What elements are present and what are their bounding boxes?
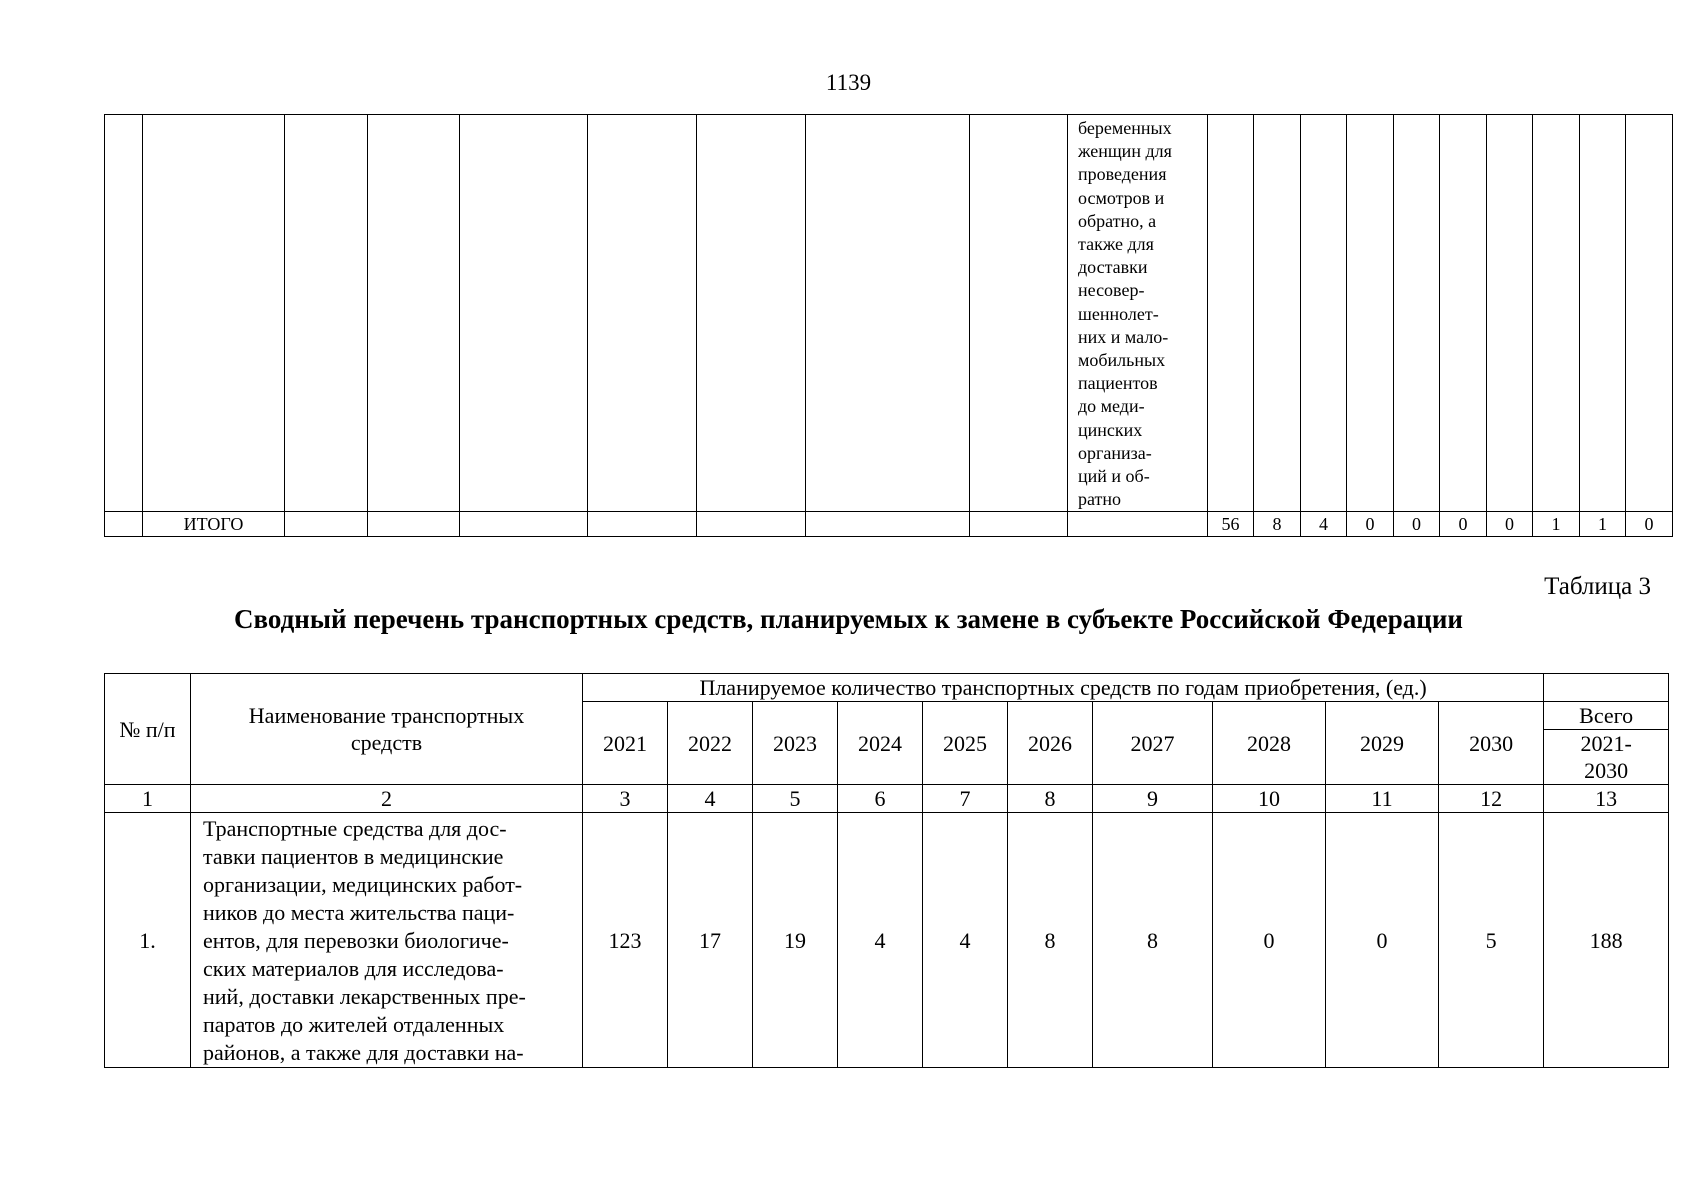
empty-cell: [806, 512, 970, 537]
row-value: 4: [923, 813, 1008, 1068]
row-value: 0: [1326, 813, 1439, 1068]
description-line: цинских: [1078, 419, 1143, 440]
table-label: Таблица 3: [1544, 573, 1651, 600]
total-value: 0: [1347, 512, 1394, 537]
total-value: 1: [1533, 512, 1580, 537]
header-row: [105, 674, 1669, 702]
empty-cell: [368, 115, 460, 512]
empty-cell: [285, 512, 368, 537]
description-line: обратно, а: [1078, 210, 1157, 231]
description-line: беременных: [1078, 118, 1172, 138]
empty-cell: [697, 512, 806, 537]
empty-cell: [1254, 115, 1301, 512]
description-line: них и мало-: [1078, 326, 1169, 347]
empty-cell: [588, 115, 697, 512]
description-line: осмотров и: [1078, 187, 1165, 208]
header-year: 2025: [923, 702, 1008, 785]
header-name: Наименование транспортных средств: [191, 674, 583, 785]
total-value: 1: [1580, 512, 1626, 537]
row-value: 5: [1439, 813, 1544, 1068]
column-number: 4: [668, 785, 753, 813]
row-name-line: организации, медицинских работ-: [203, 872, 523, 897]
empty-cell: [1301, 115, 1347, 512]
description-line: доставки: [1078, 257, 1148, 278]
header-year: 2022: [668, 702, 753, 785]
continuation-table: [104, 114, 1673, 537]
empty-cell: [970, 115, 1068, 512]
row-name-line: ских материалов для исследова-: [203, 956, 504, 981]
empty-cell: [1068, 512, 1208, 537]
row-value: 0: [1213, 813, 1326, 1068]
header-year: 2021: [583, 702, 668, 785]
continuation-row: [105, 115, 1673, 512]
summary-table: [104, 673, 1669, 1068]
total-value: 0: [1487, 512, 1533, 537]
empty-cell: [460, 115, 588, 512]
header-total-top: Всего: [1544, 702, 1669, 730]
header-year: 2024: [838, 702, 923, 785]
description-line: проведения: [1078, 164, 1167, 185]
column-number: 12: [1439, 785, 1544, 813]
row-name-line: тавки пациентов в медицинские: [203, 844, 504, 869]
column-number: 1: [105, 785, 191, 813]
table-row: [105, 813, 1669, 1068]
total-value: 0: [1626, 512, 1673, 537]
empty-cell: [1394, 115, 1440, 512]
empty-cell: [1440, 115, 1487, 512]
total-label: ИТОГО: [143, 512, 285, 537]
header-empty: [1544, 674, 1669, 702]
row-name-line: районов, а также для доставки на-: [203, 1040, 524, 1065]
total-value: 0: [1440, 512, 1487, 537]
empty-cell: [970, 512, 1068, 537]
row-value: 17: [668, 813, 753, 1068]
column-number: 6: [838, 785, 923, 813]
total-row: [105, 512, 1673, 537]
row-total: 188: [1544, 813, 1669, 1068]
empty-cell: [1208, 115, 1254, 512]
description-line: женщин для: [1078, 141, 1172, 162]
column-number: 5: [753, 785, 838, 813]
header-total-range: 2021-2030: [1544, 730, 1669, 785]
header-num: № п/п: [105, 674, 191, 785]
empty-cell: [105, 512, 143, 537]
column-number: 13: [1544, 785, 1669, 813]
description-cell: [1068, 115, 1208, 512]
header-year: 2026: [1008, 702, 1093, 785]
table-title: Сводный перечень транспортных средств, планируемых к замене в субъекте Российской Федерации: [234, 604, 1463, 634]
empty-cell: [697, 115, 806, 512]
total-value: 56: [1208, 512, 1254, 537]
description-line: организа-: [1078, 442, 1152, 463]
description-line: ций и об-: [1078, 466, 1150, 487]
description-line: ратно: [1078, 489, 1122, 510]
header-year: 2027: [1093, 702, 1213, 785]
row-num: 1.: [105, 813, 191, 1068]
column-number: 3: [583, 785, 668, 813]
empty-cell: [460, 512, 588, 537]
empty-cell: [588, 512, 697, 537]
row-value: 123: [583, 813, 668, 1068]
empty-cell: [1626, 115, 1673, 512]
column-number: 7: [923, 785, 1008, 813]
column-number: 2: [191, 785, 583, 813]
header-year: 2023: [753, 702, 838, 785]
row-value: 4: [838, 813, 923, 1068]
column-number: 8: [1008, 785, 1093, 813]
row-value: 8: [1093, 813, 1213, 1068]
header-year: 2028: [1213, 702, 1326, 785]
row-name-line: паратов до жителей отдаленных: [203, 1012, 505, 1037]
row-value: 8: [1008, 813, 1093, 1068]
column-number: 9: [1093, 785, 1213, 813]
description-line: пациентов: [1078, 373, 1158, 394]
row-value: 19: [753, 813, 838, 1068]
column-number: 11: [1326, 785, 1439, 813]
empty-cell: [1347, 115, 1394, 512]
row-name-line: ентов, для перевозки биологиче-: [203, 928, 509, 953]
row-name-line: Транспортные средства для дос-: [203, 816, 507, 841]
empty-cell: [1580, 115, 1626, 512]
empty-cell: [368, 512, 460, 537]
description-line: несовер-: [1078, 280, 1145, 301]
total-value: 8: [1254, 512, 1301, 537]
header-year: 2030: [1439, 702, 1544, 785]
row-name: [191, 813, 583, 1068]
empty-cell: [105, 115, 143, 512]
empty-cell: [806, 115, 970, 512]
column-number-row: [105, 785, 1669, 813]
description-line: также для: [1078, 234, 1154, 255]
page-number: 1139: [825, 70, 872, 95]
header-planned: Планируемое количество транспортных средств по годам приобретения, (ед.): [583, 674, 1544, 702]
empty-cell: [1533, 115, 1580, 512]
row-name-line: ников до места жительства паци-: [203, 900, 515, 925]
empty-cell: [285, 115, 368, 512]
description-line: шеннолет-: [1078, 303, 1159, 324]
empty-cell: [1487, 115, 1533, 512]
header-year: 2029: [1326, 702, 1439, 785]
column-number: 10: [1213, 785, 1326, 813]
total-value: 0: [1394, 512, 1440, 537]
empty-cell: [143, 115, 285, 512]
description-line: до меди-: [1078, 396, 1145, 417]
description-line: мобильных: [1078, 350, 1166, 371]
total-value: 4: [1301, 512, 1347, 537]
row-name-line: ний, доставки лекарственных пре-: [203, 984, 526, 1009]
